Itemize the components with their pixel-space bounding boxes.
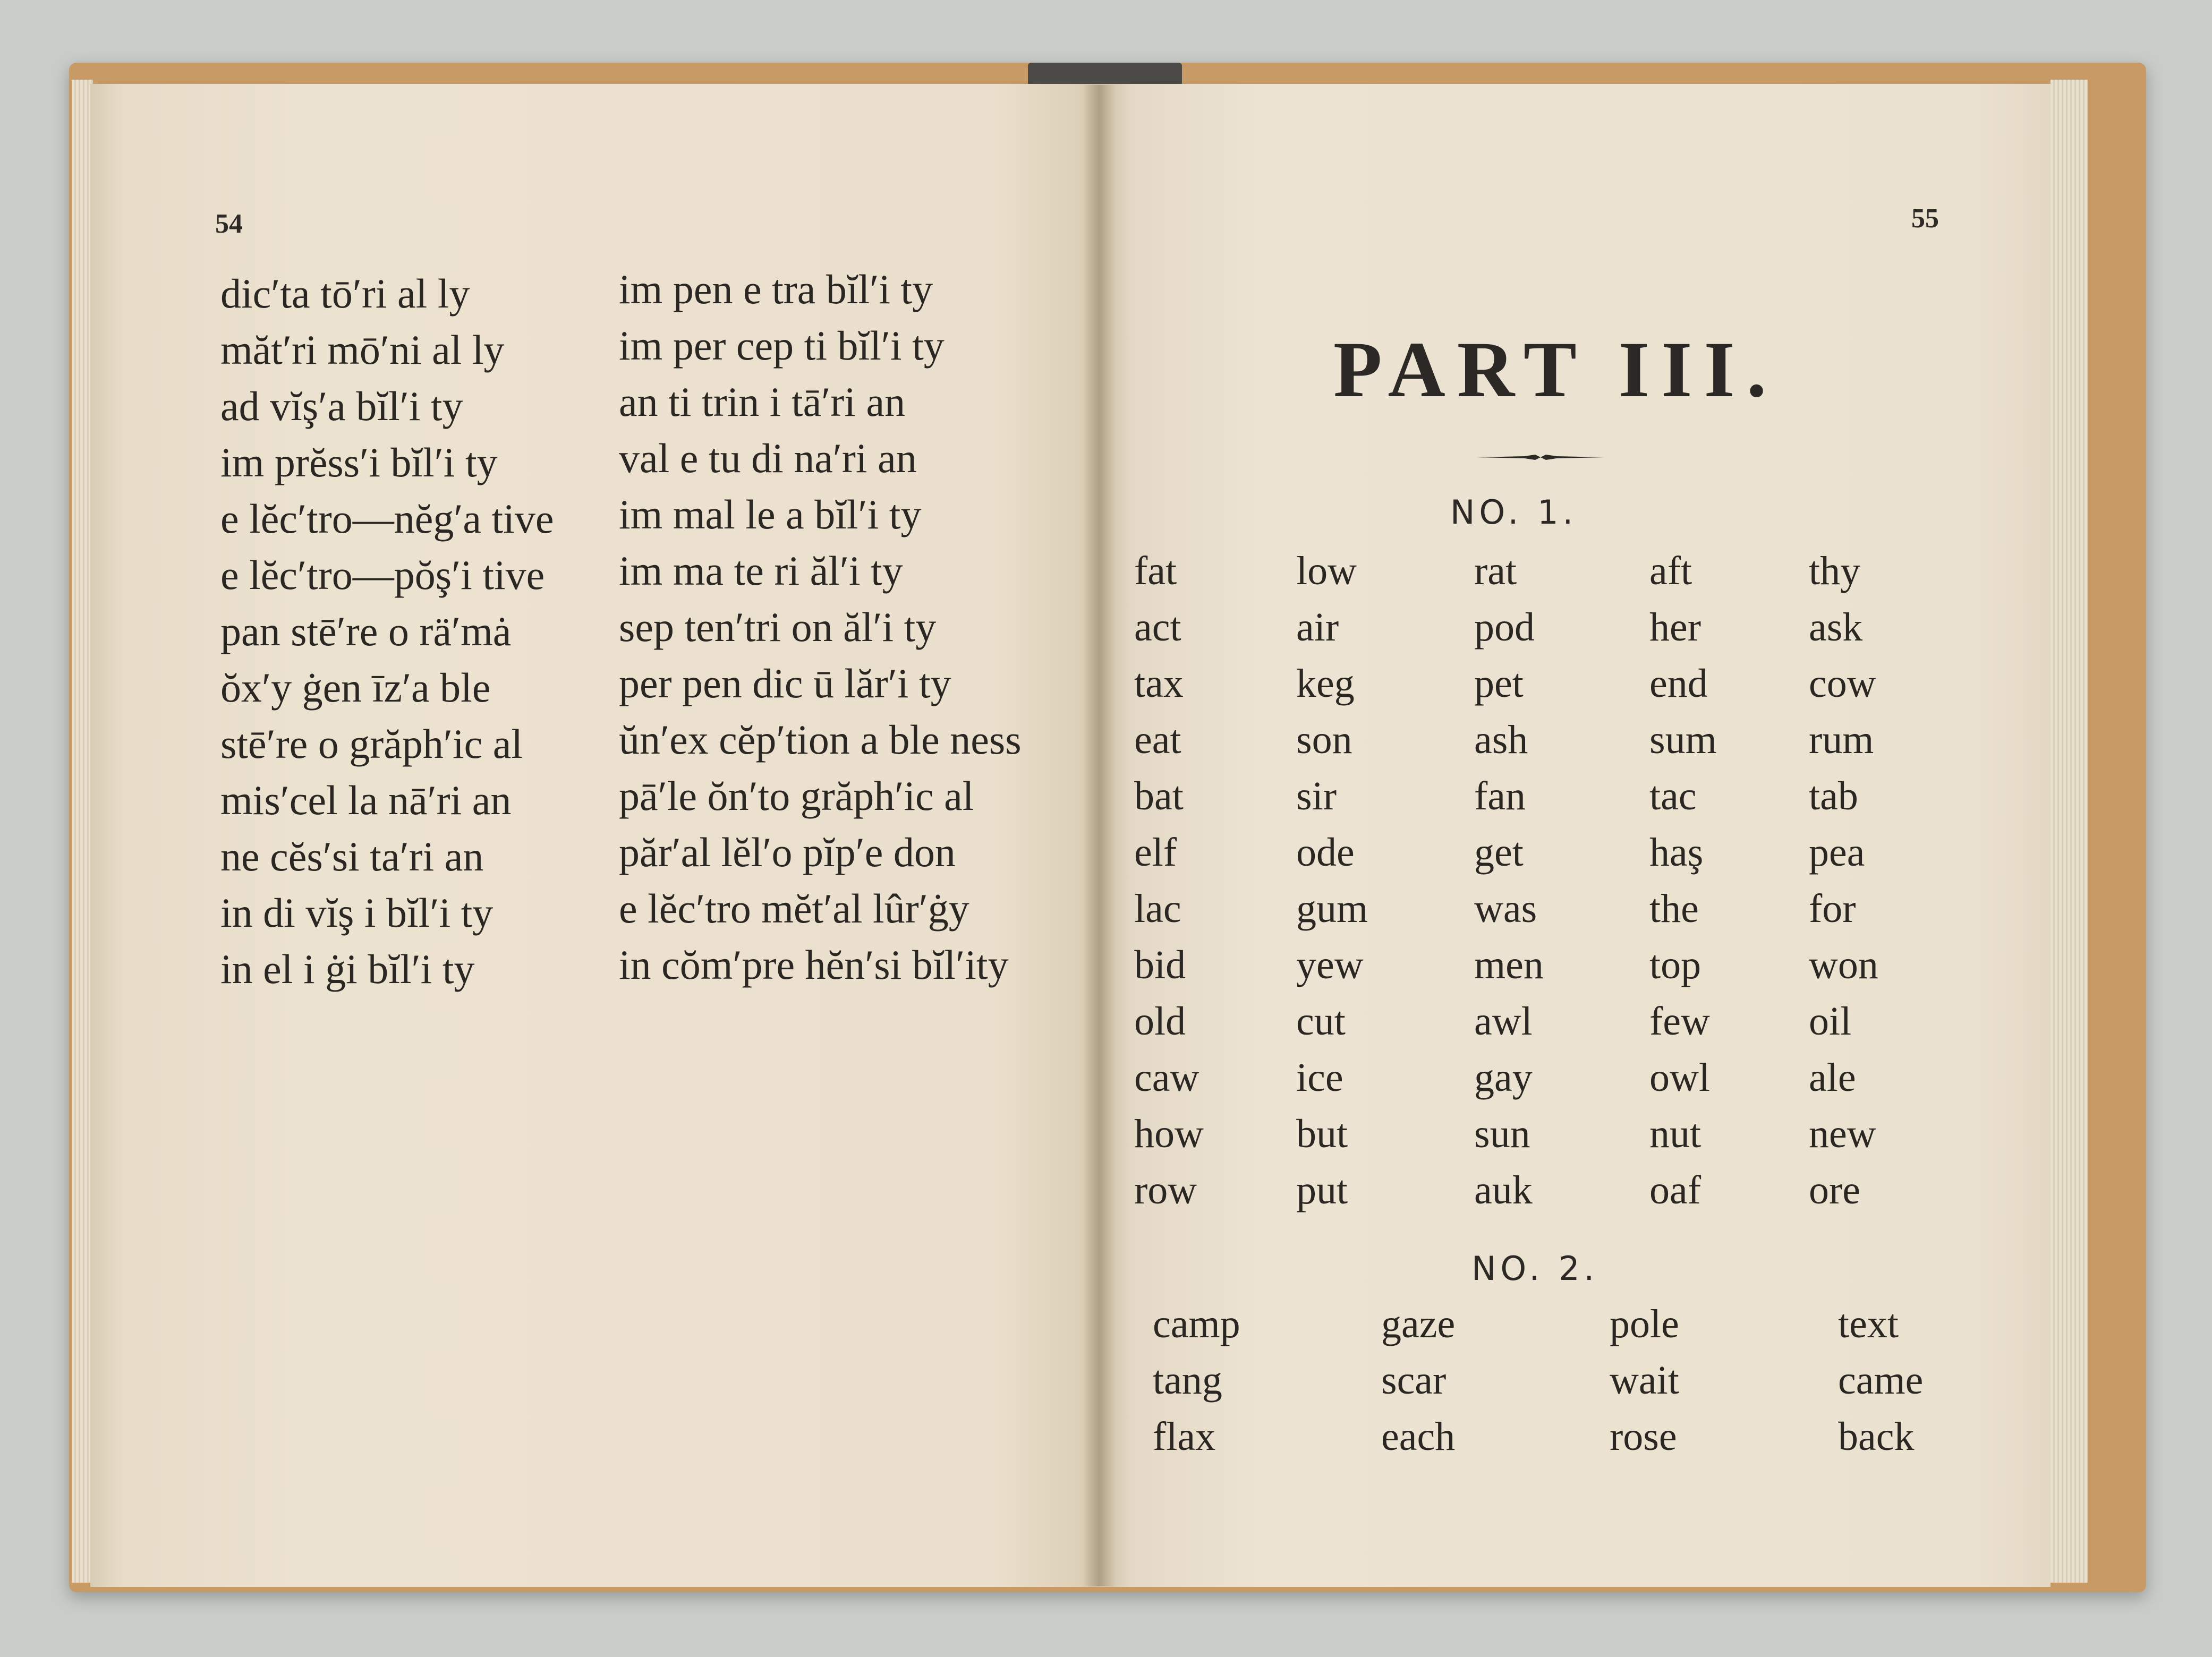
text-line: păr′al lĕl′o pĭp′e don bbox=[619, 829, 956, 875]
word: keg bbox=[1296, 661, 1355, 706]
left-column-1 bbox=[220, 266, 554, 997]
word: for bbox=[1809, 886, 1856, 931]
text-line: ŏx′y ġen īz′a ble bbox=[220, 664, 491, 711]
word: sun bbox=[1474, 1112, 1530, 1156]
text-line: e lĕc′tro—nĕg′a tive bbox=[220, 496, 554, 542]
word: her bbox=[1649, 605, 1701, 650]
word: ale bbox=[1809, 1055, 1856, 1100]
word-column bbox=[1838, 1296, 1923, 1465]
word: ice bbox=[1296, 1055, 1343, 1100]
word: few bbox=[1649, 999, 1710, 1044]
word: camp bbox=[1153, 1302, 1240, 1346]
text-line: ŭn′ex cĕp′tion a ble ness bbox=[619, 716, 1022, 763]
text-line: im per cep ti bĭl′i ty bbox=[619, 322, 945, 369]
word: bat bbox=[1134, 774, 1184, 818]
left-column-2 bbox=[619, 261, 1022, 993]
word: sum bbox=[1649, 718, 1717, 762]
word: gaze bbox=[1381, 1302, 1456, 1346]
word: yew bbox=[1296, 943, 1364, 987]
word: ore bbox=[1809, 1168, 1861, 1212]
text-line: e lĕc′tro—pŏş′i tive bbox=[220, 552, 545, 598]
text-line: per pen dic ū lăr′i ty bbox=[619, 660, 951, 706]
word: low bbox=[1296, 549, 1357, 593]
text-line: im mal le a bĭl′i ty bbox=[619, 491, 922, 537]
word: nut bbox=[1649, 1112, 1701, 1156]
text-line: pan stē′re o rä′mȧ bbox=[220, 608, 512, 654]
word: put bbox=[1296, 1168, 1348, 1212]
word: son bbox=[1296, 718, 1352, 762]
word: tac bbox=[1649, 774, 1697, 818]
text-line: im pen e tra bĭl′i ty bbox=[619, 266, 933, 312]
word: owl bbox=[1649, 1055, 1710, 1100]
word: caw bbox=[1134, 1055, 1199, 1100]
book-gutter bbox=[1084, 85, 1116, 1586]
word: end bbox=[1649, 661, 1708, 706]
word: came bbox=[1838, 1358, 1924, 1403]
word: air bbox=[1296, 605, 1339, 650]
word: oil bbox=[1809, 999, 1852, 1044]
word: ode bbox=[1296, 830, 1355, 875]
text-line: im prĕss′i bĭl′i ty bbox=[220, 439, 498, 485]
word: tab bbox=[1809, 774, 1858, 818]
text-line: pā′le ŏn′to grăph′ic al bbox=[619, 773, 974, 819]
word: text bbox=[1838, 1302, 1899, 1346]
word: rum bbox=[1809, 718, 1874, 762]
ornament-rule bbox=[1477, 454, 1604, 460]
word: wait bbox=[1610, 1358, 1679, 1403]
word: thy bbox=[1809, 549, 1861, 593]
section-2-heading: NO. 2. bbox=[1471, 1249, 1599, 1288]
page-number-left: 54 bbox=[215, 209, 243, 239]
text-line: sep ten′tri on ăl′i ty bbox=[619, 604, 937, 650]
word: tang bbox=[1153, 1358, 1222, 1403]
word: pea bbox=[1809, 830, 1865, 875]
word: rose bbox=[1610, 1414, 1677, 1459]
word-column bbox=[1381, 1296, 1455, 1465]
word-column bbox=[1649, 543, 1717, 1218]
word: cut bbox=[1296, 999, 1346, 1044]
word: rat bbox=[1474, 549, 1517, 593]
text-line: mis′cel la nā′ri an bbox=[220, 777, 512, 823]
word: lac bbox=[1134, 886, 1181, 931]
page-number-right: 55 bbox=[1911, 203, 1939, 234]
section-1-heading: NO. 1. bbox=[1450, 493, 1578, 532]
word: ask bbox=[1809, 605, 1863, 650]
text-line: ne cĕs′si ta′ri an bbox=[220, 833, 484, 879]
word: but bbox=[1296, 1112, 1348, 1156]
word: row bbox=[1134, 1168, 1197, 1212]
text-line: stē′re o grăph′ic al bbox=[220, 721, 523, 767]
text-line: in cŏm′pre hĕn′si bĭl′ity bbox=[619, 942, 1009, 988]
word: pet bbox=[1474, 661, 1524, 706]
word: top bbox=[1649, 943, 1701, 987]
word: gum bbox=[1296, 886, 1368, 931]
word: oaf bbox=[1649, 1168, 1701, 1212]
word: haş bbox=[1649, 830, 1704, 875]
word: fan bbox=[1474, 774, 1526, 818]
word: eat bbox=[1134, 718, 1181, 762]
word: elf bbox=[1134, 830, 1177, 875]
text-line: im ma te ri ăl′i ty bbox=[619, 548, 903, 594]
text-line: ad vĭş′a bĭl′i ty bbox=[220, 383, 463, 429]
word: gay bbox=[1474, 1055, 1533, 1100]
word-column bbox=[1809, 543, 1878, 1218]
word: tax bbox=[1134, 661, 1184, 706]
word: get bbox=[1474, 830, 1524, 875]
word: scar bbox=[1381, 1358, 1447, 1403]
word: the bbox=[1649, 886, 1699, 931]
word: cow bbox=[1809, 661, 1876, 706]
text-line: măt′ri mō′ni al ly bbox=[220, 327, 505, 373]
word: bid bbox=[1134, 943, 1186, 987]
word-column bbox=[1296, 543, 1368, 1218]
word: sir bbox=[1296, 774, 1337, 818]
word: each bbox=[1381, 1414, 1456, 1459]
page-edges-right bbox=[2051, 80, 2088, 1583]
word: flax bbox=[1153, 1414, 1216, 1459]
word: back bbox=[1838, 1414, 1915, 1459]
page-edges-left bbox=[72, 80, 93, 1583]
text-line: an ti trin i tā′ri an bbox=[619, 379, 906, 425]
word: auk bbox=[1474, 1168, 1533, 1212]
word: ash bbox=[1474, 718, 1528, 762]
word: pod bbox=[1474, 605, 1535, 650]
word-column bbox=[1610, 1296, 1679, 1465]
text-line: in el i ġi bĭl′i ty bbox=[220, 946, 475, 992]
word-column bbox=[1474, 543, 1544, 1218]
word: won bbox=[1809, 943, 1878, 987]
word: fat bbox=[1134, 549, 1177, 593]
text-line: val e tu di na′ri an bbox=[619, 435, 917, 481]
word: act bbox=[1134, 605, 1181, 650]
text-line: e lĕc′tro mĕt′al lûr′ġy bbox=[619, 885, 969, 932]
section-2-word-grid bbox=[1153, 1296, 2003, 1476]
word-column bbox=[1153, 1296, 1240, 1465]
part-title: PART III. bbox=[1333, 326, 1779, 414]
word: aft bbox=[1649, 549, 1692, 593]
section-1-word-grid bbox=[1134, 543, 1984, 1223]
word: new bbox=[1809, 1112, 1876, 1156]
word: men bbox=[1474, 943, 1544, 987]
text-line: in di vĭş i bĭl′i ty bbox=[220, 890, 494, 936]
word: old bbox=[1134, 999, 1186, 1044]
word: was bbox=[1474, 886, 1537, 931]
text-line: dic′ta tō′ri al ly bbox=[220, 270, 470, 317]
word: pole bbox=[1610, 1302, 1679, 1346]
word-column bbox=[1134, 543, 1204, 1218]
word: awl bbox=[1474, 999, 1533, 1044]
word: how bbox=[1134, 1112, 1204, 1156]
